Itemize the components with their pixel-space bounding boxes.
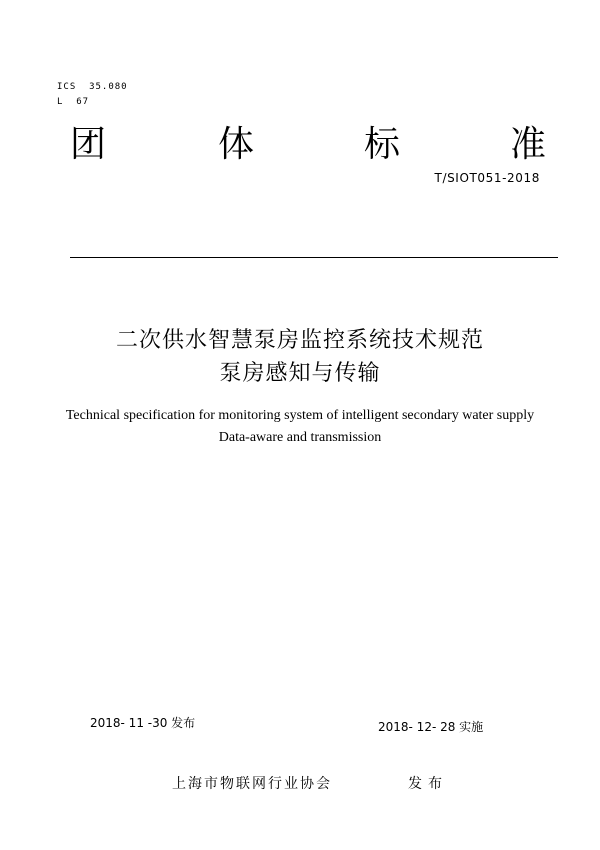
header-divider xyxy=(70,257,558,258)
chinese-title-line-2: 泵房感知与传输 xyxy=(219,361,381,386)
standard-type-char-4: 准 xyxy=(510,124,547,165)
issuing-action: 发布 xyxy=(408,776,448,792)
classification-code: L 67 xyxy=(57,97,90,107)
ics-code: ICS 35.080 xyxy=(57,82,128,92)
issuing-organization: 上海市物联网行业协会 xyxy=(172,776,332,792)
standard-type-heading xyxy=(70,123,550,173)
english-title-line-2: Data-aware and transmission xyxy=(218,430,382,445)
chinese-title-line-1: 二次供水智慧泵房监控系统技术规范 xyxy=(115,328,484,353)
standard-number: T/SIOT051-2018 xyxy=(434,171,540,185)
standard-type-char-3: 标 xyxy=(364,124,401,165)
standard-type-char-2: 体 xyxy=(218,124,255,165)
english-title-line-1: Technical specification for monitoring system of intelligent secondary water supply xyxy=(65,408,535,423)
publish-date: 2018- 11 -30 发布 xyxy=(90,716,196,730)
standard-type-char-1: 团 xyxy=(70,124,107,165)
implementation-date: 2018- 12- 28 实施 xyxy=(378,720,484,734)
